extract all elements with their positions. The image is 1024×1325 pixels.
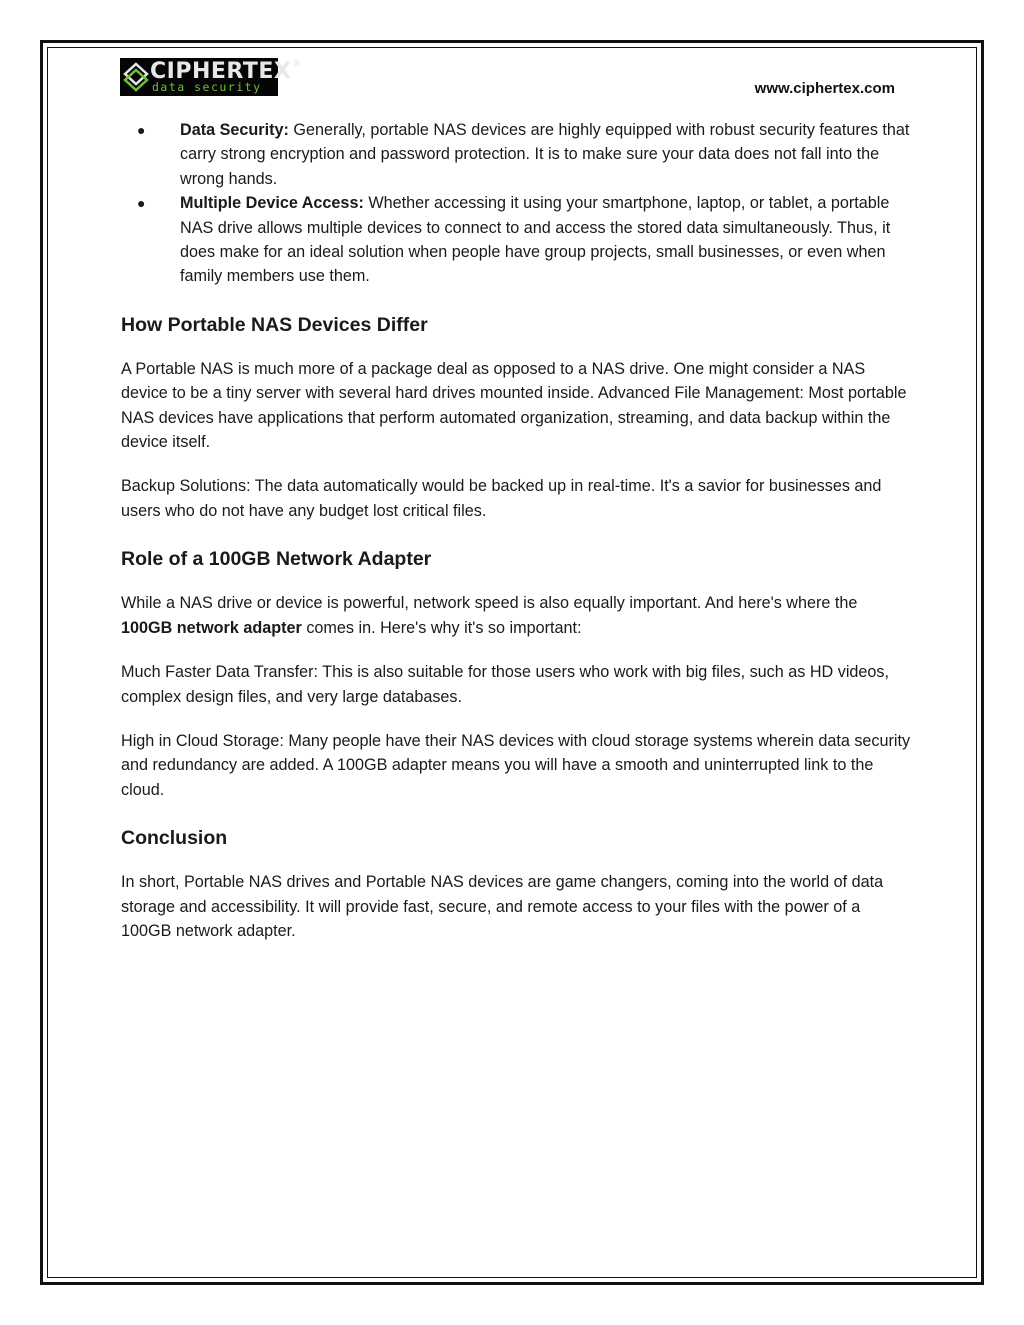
ciphertex-logo bbox=[120, 58, 302, 96]
paragraph: High in Cloud Storage: Many people have their NAS devices with cloud storage systems wherein data security and redundancy are added. A 100GB adapter means you will have a smooth and uninterrupted link to the cloud. bbox=[121, 731, 911, 799]
bullet-title: Multiple Device Access: bbox=[180, 194, 364, 213]
bullet-text: Generally, portable NAS devices are highly equipped with robust security features that carry strong encryption and password protection. It is to make sure your data does not fall into the wrong hands. bbox=[180, 121, 910, 188]
paragraph: Backup Solutions: The data automatically would be backed up in real-time. It's a savior for businesses and users who do not have any budget lost critical files. bbox=[121, 477, 882, 520]
logo-name: CIPHERTEX® bbox=[150, 59, 302, 84]
paragraph: A Portable NAS is much more of a package deal as opposed to a NAS drive. One might consider a NAS device to be a tiny server with several hard drives mounted inside. Advanced File Management: Most portable NAS devices have applications that perform automated organization, streaming, and data backup within the device itself. bbox=[121, 359, 907, 452]
list-item bbox=[121, 118, 911, 191]
section-heading: Role of a 100GB Network Adapter bbox=[121, 548, 432, 571]
section-heading: How Portable NAS Devices Differ bbox=[121, 313, 428, 336]
bullet-icon: ● bbox=[137, 195, 146, 212]
bullet-text: Whether accessing it using your smartphone, laptop, or tablet, a portable NAS drive allows multiple devices to connect to and access the stored data simultaneously. Thus, it does make for an ideal solution when people have group projects, small businesses, or even when family members use them. bbox=[180, 194, 891, 286]
feature-list bbox=[121, 118, 911, 289]
section-heading: Conclusion bbox=[121, 827, 228, 850]
document-body bbox=[121, 118, 911, 943]
website-url[interactable]: www.ciphertex.com bbox=[754, 80, 895, 97]
paragraph: Much Faster Data Transfer: This is also suitable for those users who work with big files, such as HD videos, complex design files, and very large databases. bbox=[121, 663, 890, 706]
bullet-title: Data Security: bbox=[180, 121, 289, 139]
logo-tagline: data security bbox=[152, 80, 262, 94]
list-item bbox=[121, 191, 911, 289]
bullet-icon: ● bbox=[137, 122, 146, 138]
paragraph: In short, Portable NAS drives and Portable NAS devices are game changers, coming into the world of data storage and accessibility. It will provide fast, secure, and remote access to your files with the power of a 100GB network adapter. bbox=[121, 873, 884, 940]
paragraph: While a NAS drive or device is powerful, network speed is also equally important. And here's where the 100GB network adapter comes in. Here's why it's so important: bbox=[121, 594, 858, 637]
bold-term: 100GB network adapter bbox=[121, 618, 302, 637]
logo-diamond-icon bbox=[123, 62, 149, 92]
